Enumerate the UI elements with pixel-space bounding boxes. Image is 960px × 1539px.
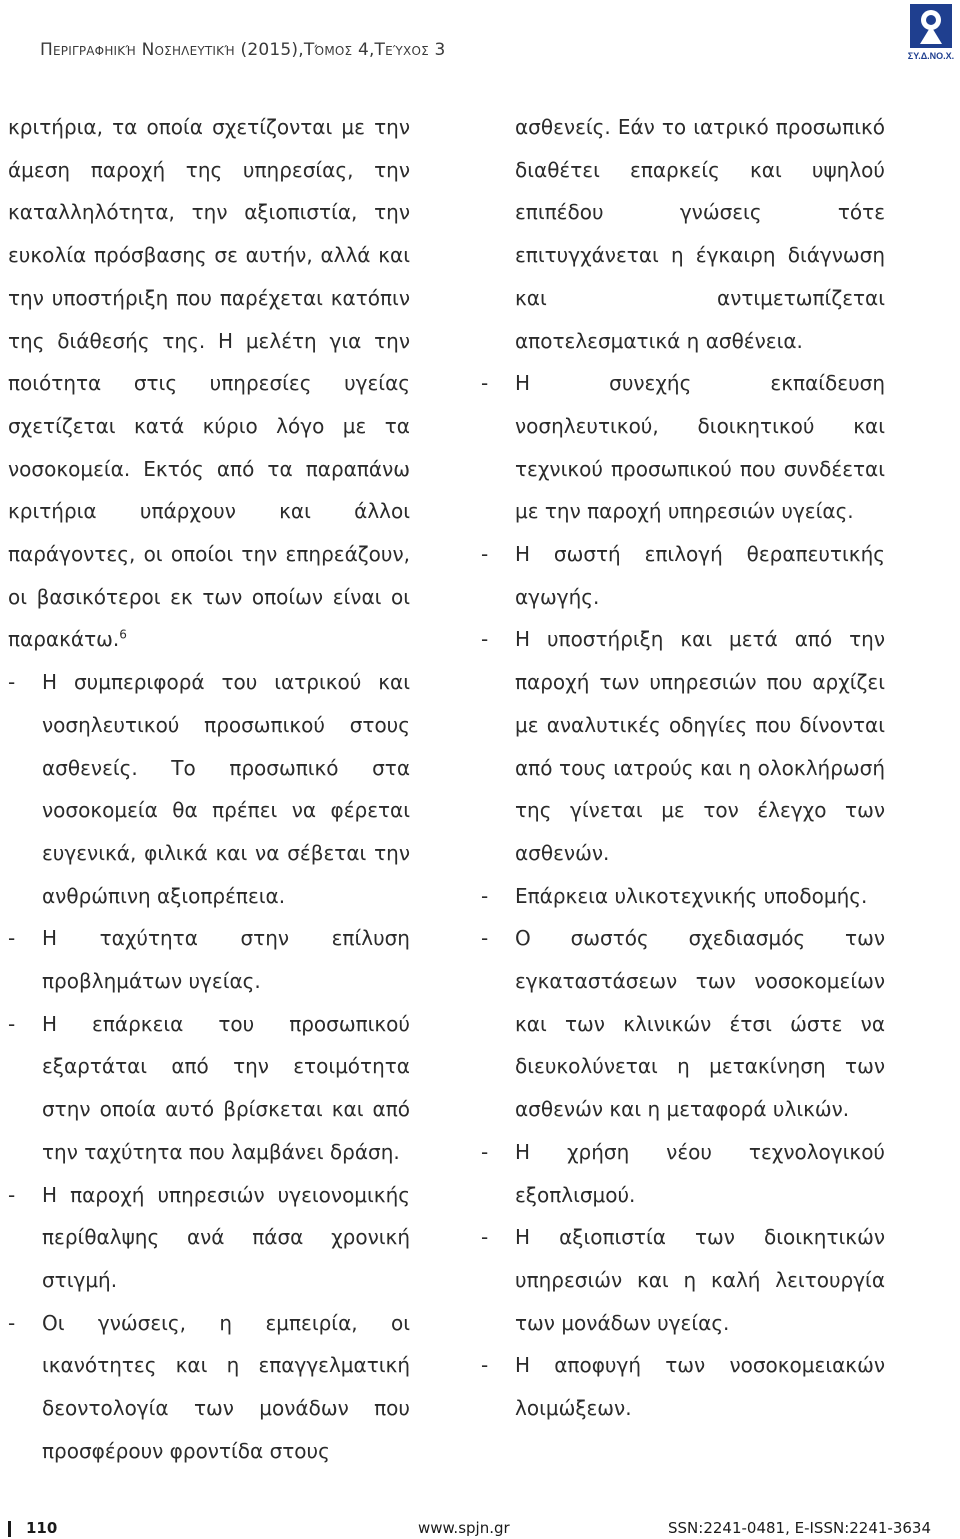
journal-logo	[906, 2, 956, 64]
list-bullet: -	[481, 371, 489, 396]
list-item-text: Οι γνώσεις, η εμπειρία, οι ικανότητες και η επαγγελματική δεοντολογία των μονάδων που προσφέρουν φροντίδα στους	[42, 1310, 410, 1463]
list-bullet: -	[8, 1182, 16, 1207]
list-item-text: Η συμπεριφορά του ιατρικού και νοσηλευτικού προσωπικού στους ασθενείς. Το προσωπικό στα νοσοκομεία θα πρέπει να φέρεται ευγενικά, φιλικά και να σέβεται την ανθρώπινη αξιοπρέπεια.	[42, 670, 410, 908]
list-item	[8, 661, 410, 917]
list-bullet: -	[8, 1011, 16, 1036]
list-item-text: Η σωστή επιλογή θεραπευτικής αγωγής.	[515, 542, 885, 609]
list-item	[8, 1003, 410, 1174]
list-item	[481, 618, 885, 874]
list-item-text: Η επάρκεια του προσωπικού εξαρτάται από την ετοιμότητα στην οποία αυτό βρίσκεται και από την ταχύτητα που λαμβάνει δράση.	[42, 1011, 410, 1164]
list-item-text: Επάρκεια υλικοτεχνικής υποδομής.	[515, 883, 868, 908]
intro-paragraph	[8, 106, 410, 661]
list-bullet: -	[481, 1139, 489, 1164]
journal-header: Περιγραφηική Νοσηλευτική (2015),Τόμος 4,Τεύχος 3	[40, 40, 446, 60]
website-link[interactable]: www.spjn.gr	[418, 1519, 510, 1537]
list-bullet: -	[481, 542, 489, 567]
list-item	[481, 533, 885, 618]
page-number: 110	[26, 1519, 58, 1537]
list-item-text: Η υποστήριξη και μετά από την παροχή των υπηρεσιών που αρχίζει με αναλυτικές οδηγίες που δίνονται από τους ιατρούς και η ολοκλήρωσή της γίνεται με τον έλεγχο των ασθενών.	[515, 627, 885, 865]
list-item	[481, 362, 885, 533]
logo-caption: ΣΥ.Δ.ΝΟ.Χ.	[907, 51, 955, 61]
list-item	[8, 1302, 410, 1473]
list-item-text: Η αξιοπιστία των διοικητικών υπηρεσιών και η καλή λειτουργία των μονάδων υγείας.	[515, 1225, 885, 1335]
list-item	[481, 1131, 885, 1216]
list-item	[481, 917, 885, 1131]
list-bullet: -	[481, 883, 489, 908]
list-item-text: Ο σωστός σχεδιασμός των εγκαταστάσεων των νοσοκομείων και των κλινικών έτσι ώστε να διευκολύνεται η μετακίνηση των ασθενών και η μεταφορά υλικών.	[515, 926, 885, 1122]
list-bullet: -	[481, 1225, 489, 1250]
list-item-text: Η συνεχής εκπαίδευση νοσηλευτικού, διοικητικού και τεχνικού προσωπικού που συνδέεται με την παροχή υπηρεσιών υγείας.	[515, 371, 885, 524]
list-item-text: Η ταχύτητα στην επίλυση προβλημάτων υγείας.	[42, 926, 410, 994]
list-item	[8, 917, 410, 1002]
continuation-text: ασθενείς. Εάν το ιατρικό προσωπικό διαθέτει επαρκείς και υψηλού επιπέδου γνώσεις τότε επιτυγχάνεται η έγκαιρη διάγνωση και αντιμετωπίζεται αποτελεσματικά η ασθένεια.	[515, 115, 885, 353]
list-item	[481, 875, 885, 918]
list-bullet: -	[8, 926, 16, 951]
list-item	[8, 1174, 410, 1302]
list-bullet: -	[481, 627, 489, 652]
list-item-text: Η χρήση νέου τεχνολογικού εξοπλισμού.	[515, 1139, 885, 1207]
continuation-block	[481, 106, 885, 362]
footer-bar	[8, 1521, 11, 1537]
right-column	[481, 106, 885, 1430]
intro-text: κριτήρια, τα οποία σχετίζονται με την άμεση παροχή της υπηρεσίας, την καταλληλότητα, την αξιοπιστία, την ευκολία πρόσβασης σε αυτήν, αλλά και την υποστήριξη που παρέχεται κατόπιν της διάθεσής της. Η μελέτη για την ποιότητα στις υπηρεσίες υγείας σχετίζεται κατά κύριο λόγο με τα νοσοκομεία. Εκτός από τα παραπάνω κριτήρια υπάρχουν και άλλοι παράγοντες, οι οποίοι την επηρεάζουν, οι βασικότεροι εκ των οποίων είναι οι παρακάτω.	[8, 115, 410, 652]
left-column	[8, 106, 410, 1473]
list-bullet: -	[481, 926, 489, 951]
list-bullet: -	[8, 670, 16, 695]
citation-superscript: 6	[119, 627, 127, 642]
page-footer	[0, 1516, 960, 1539]
list-item-text: Η παροχή υπηρεσιών υγειονομικής περίθαλψης ανά πάσα χρονική στιγμή.	[42, 1182, 410, 1292]
issn-text: SSN:2241-0481, E-ISSN:2241-3634	[668, 1519, 932, 1537]
list-bullet: -	[481, 1353, 489, 1378]
list-bullet: -	[8, 1310, 16, 1335]
list-item	[481, 1216, 885, 1344]
list-item	[481, 1344, 885, 1429]
list-item-text: Η αποφυγή των νοσοκομειακών λοιμώξεων.	[515, 1353, 885, 1421]
